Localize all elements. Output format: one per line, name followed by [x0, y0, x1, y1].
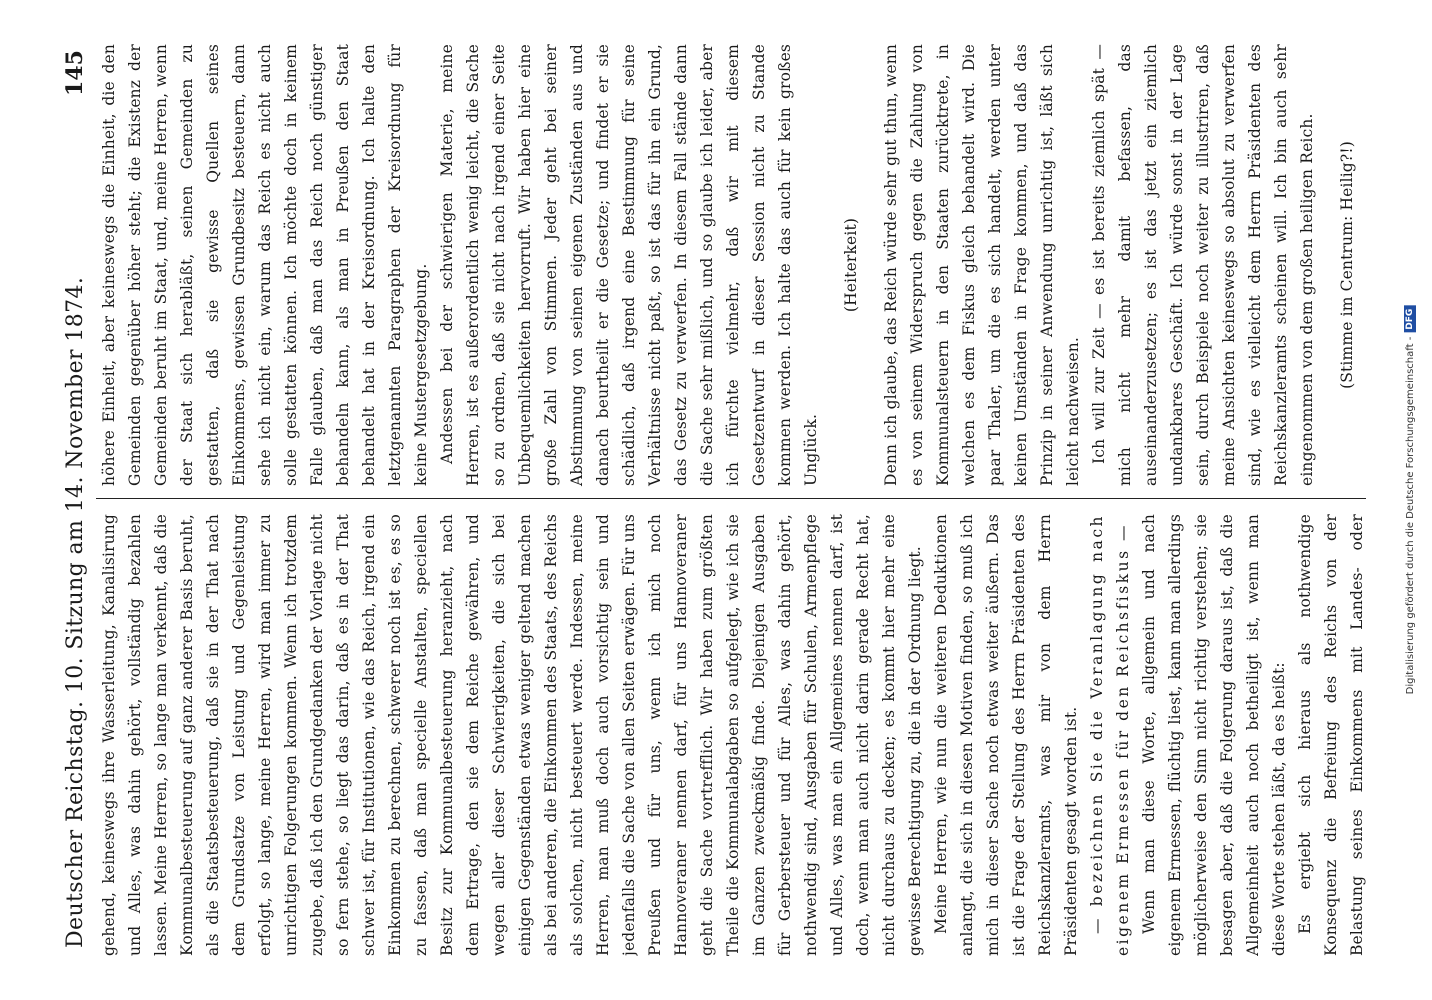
paragraph: Andessen bei der schwierigen Materie, meine Herren, ist es außerordentlich wenig leicht, die Sache so zu ordnen, daß sie nicht nach irgend einer Seite Unbequemlichkeiten hervorruft. Wir haben hier eine große Zahl von Stimmen. Jeder geht bei seiner Abstimmung von seinen eigenen Zuständen aus und danach beurtheilt er die Gesetze; und findet er sie schädlich, daß irgend eine Bestimmung für seine Verhältnisse nicht paßt, so ist das für ihn ein Grund, das Gesetz zu verwerfen. In diesem Fall stände dann die Sache sehr mißlich, und so glaube ich leider, aber ich fürchte vielmehr, daß wir mit diesem Gesetzentwurf in dieser Session nicht zu Stande kommen werden. Ich halte das auch für kein großes Unglück.: [438, 44, 820, 486]
paragraph: höhere Einheit, aber keineswegs die Einheit, die den Gemeinden gegenüber höher steht; die Existenz der Gemeinden beruht im Staat, und, meine Herren, wenn der Staat sich herabläßt, seinen Gemeinden zu gestatten, daß sie gewisse Quellen seines Einkommens, gewissen Grundbesitz besteuern, dann sehe ich nicht ein, warum das Reich es nicht auch solle gestatten können. Ich möchte doch in keinem Falle glauben, daß man das Reich noch günstiger behandeln kann, als man in Preußen den Staat behandelt hat in der Kreisordnung. Ich halte den letztgenannten Paragraphen der Kreisordnung für keine Mustergesetzgebung.: [100, 44, 430, 486]
stage-direction: (Heiterkeit): [842, 217, 860, 313]
credit-text: Digitalisierung gefördert durch die Deutsche Forschungsgemeinschaft -: [1404, 336, 1416, 695]
quotation: — bezeichnen Sie die Veranlagung nach eigenem Ermessen für den Reichsfiskus —: [1088, 514, 1132, 956]
column-divider: [96, 498, 1366, 499]
stage-direction: (Stimme im Centrum: Heilig?!): [1338, 141, 1356, 389]
paragraph: gehend, keineswegs ihre Wasserleitung, Kanalisirung und Alles, was dahin gehört, vollständig bezahlen lassen. Meine Herren, so lange man verkennt, daß die Kommunalbesteuerung auf ganz anderer Basis beruht, als die Staatsbesteuerung, daß sie in der That nach dem Grundsatze von Leistung und Gegenleistung erfolgt, so lange, meine Herren, wird man immer zu unrichtigen Folgerungen kommen. Wenn ich trotzdem zugebe, daß ich den Grundgedanken der Vorlage nicht so fern stehe, so liegt das darin, daß es in der That schwer ist, für Institutionen, wie das Reich, irgend ein Einkommen zu berechnen, schwerer noch ist es, es so zu fassen, daß man specielle Anstalten, speciellen Besitz zur Kommunalbesteuerung heranzieht, nach dem Ertrage, den sie dem Reiche gewähren, und wegen aller dieser Schwierigkeiten, die sich bei einigen Gegenständen etwas weniger geltend machen als bei anderen, die Einkommen des Staats, des Reichs als solchen, nicht besteuert werde. Indessen, meine Herren, man muß doch auch vorsichtig sein und jedenfalls die Sache von allen Seiten erwägen. Für uns Preußen und für uns, wenn ich mich noch Hannoveraner nennen darf, für uns Hannoveraner geht die Sache vortrefflich. Wir haben zum größten Theile die Kommunalabgaben so aufgelegt, wie ich sie im Ganzen zweckmäßig finde. Diejenigen Ausgaben für Gerbersteuer und für Alles, was dahin gehört, nothwendig sind, Ausgaben für Schulen, Armenpflege und Alles, was man ein Allgemeines nennen darf, ist doch, wenn man auch nicht darin gerade Recht hat, nicht durchaus zu decken; es kommt hier mehr eine gewisse Berechtigung zu, die in der Ordnung liegt.: [100, 514, 924, 956]
running-title: Deutscher Reichstag. 10. Sitzung am 14. November 1874.: [63, 276, 88, 948]
quotation: Es ergiebt sich hieraus als nothwendige Konsequenz die Befreiung des Reichs von der Belastung seines Einkommens mit Landes- oder: [1296, 514, 1366, 956]
digitization-credit: [1404, 306, 1416, 695]
left-column: [96, 500, 1366, 956]
document-page: [36, 10, 1396, 990]
paragraph: Wenn man diese Worte, allgemein und nach eigenem Ermessen, flüchtig liest, kann man allerdings möglicherweise den Sinn nicht richtig verstehen; sie besagen aber, daß die Folgerung daraus ist, daß die Allgemeinheit auch noch betheiligt ist, wenn man diese Worte stehen läßt, da es heißt:: [1140, 514, 1288, 956]
text-columns: [96, 44, 1366, 956]
page-number: 145: [62, 50, 88, 96]
right-column: [96, 44, 1366, 500]
paragraph: Denn ich glaube, das Reich würde sehr gut thun, wenn es von seinem Widerspruch gegen die Zahlung von Kommunalsteuern in den Staaten zurücktrete, in welchen es dem Fiskus gleich behandelt wird. Die paar Thaler, um die es sich handelt, werden unter keinen Umständen in Frage kommen, und daß das Prinzip in seiner Anwendung unrichtig ist, läßt sich leicht nachweisen.: [882, 44, 1082, 486]
page-header: [62, 44, 92, 956]
dfg-logo: DFG: [1404, 306, 1416, 333]
paragraph: Ich will zur Zeit — es ist bereits ziemlich spät — mich nicht mehr damit befassen, das auseinanderzusetzen; es ist das jetzt ein ziemlich undankbares Geschäft. Ich würde sonst in der Lage sein, durch Beispiele noch weiter zu illustriren, daß meine Ansichten keineswegs so absolut zu verwerfen sind, wie es vielleicht dem Herrn Präsidenten des Reichskanzleramts scheinen will. Ich bin auch sehr eingenommen von dem großen heiligen Reich.: [1090, 44, 1316, 486]
paragraph: Meine Herren, wie nun die weiteren Deduktionen anlangt, die sich in diesen Motiven finden, so muß ich mich in dieser Sache noch etwas weiter äußern. Das ist die Frage der Stellung des Herrn Präsidenten des Reichskanzleramts, was mir von dem Herrn Präsidenten gesagt worden ist.: [932, 514, 1080, 956]
